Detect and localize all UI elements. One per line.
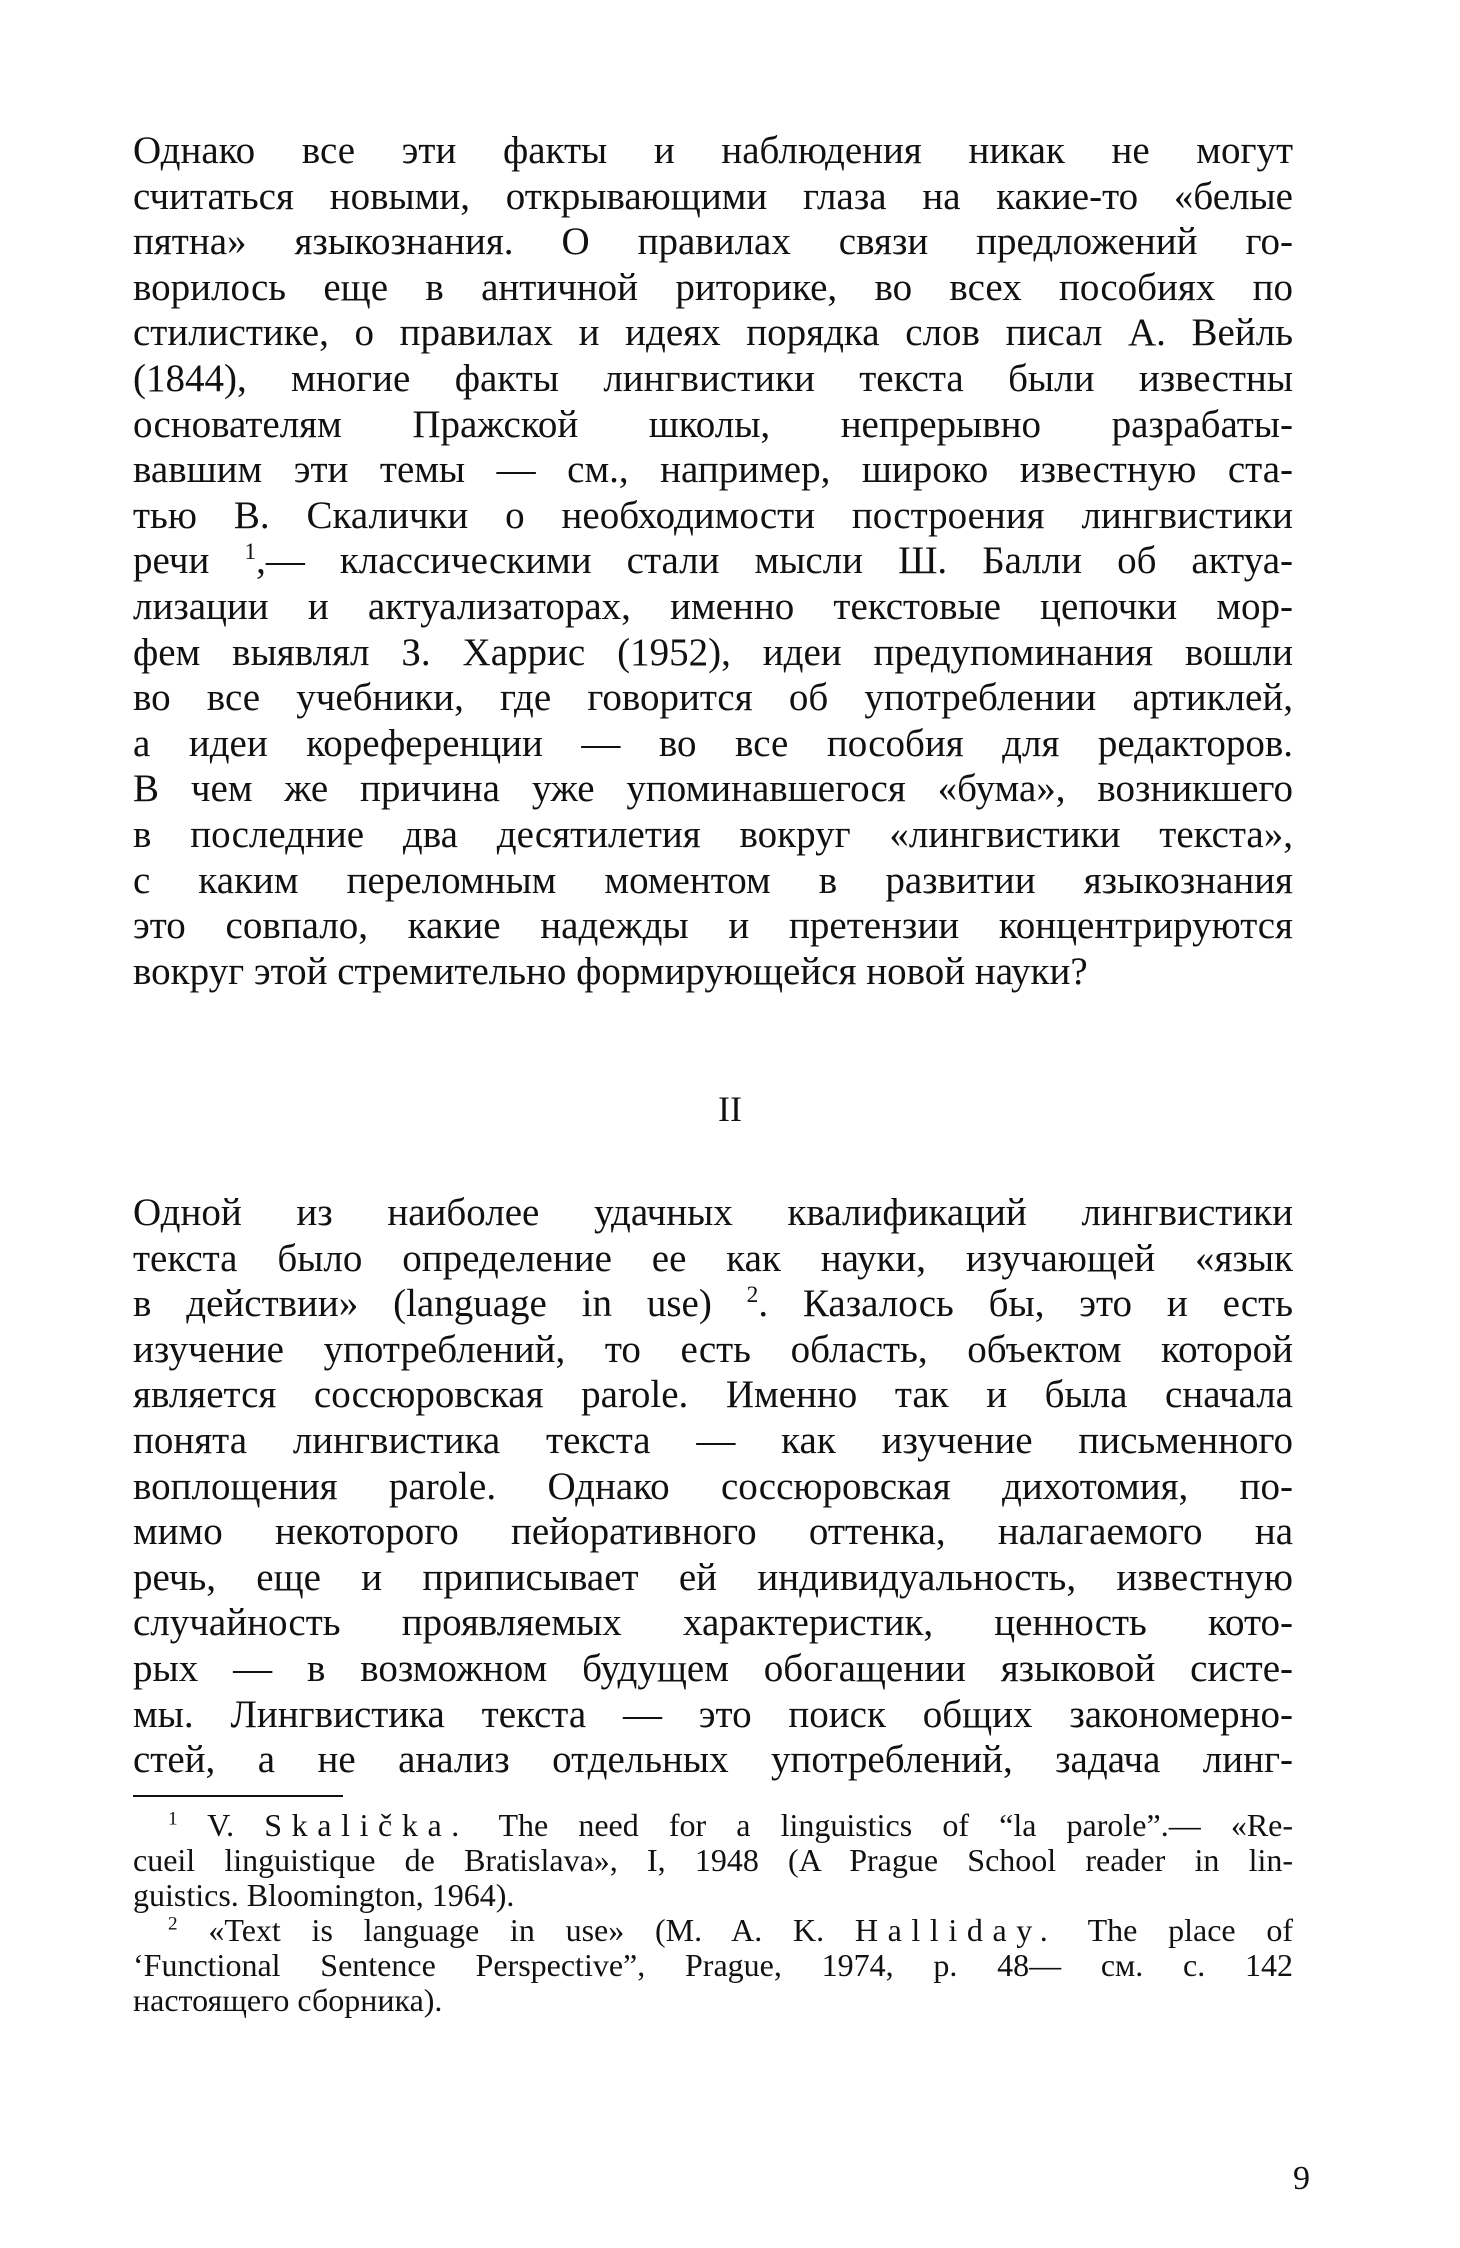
- text-line: вавшим эти темы — см., например, широко известную ста-: [133, 448, 1293, 492]
- footnote-divider: [133, 1795, 343, 1797]
- text-line: [133, 1281, 1293, 1327]
- footnote-ref-2: 2: [746, 1282, 759, 1309]
- footnote-1-author: Skalička.: [264, 1807, 469, 1843]
- text-line: пятна» языкознания. О правилах связи предложений го-: [133, 220, 1293, 264]
- footnote-1-line: guistics. Bloomington, 1964).: [133, 1877, 515, 1913]
- paragraph-1: [133, 128, 1293, 994]
- footnote-2-line: [133, 1913, 1293, 1948]
- text-line: речь, еще и приписывает ей индивидуальность, известную: [133, 1555, 1293, 1599]
- text-segment: ,— классическими стали мысли Ш. Балли об актуа-: [256, 539, 1293, 583]
- footnote-1-line: [133, 1808, 1293, 1843]
- text-segment: в действии» (language in use): [133, 1282, 712, 1326]
- text-line: (1844), многие факты лингвистики текста были известны: [133, 356, 1293, 400]
- footnote-2-line: настоящего сборника).: [133, 1982, 443, 2018]
- text-line: это совпало, какие надежды и претензии концентрируются: [133, 904, 1293, 948]
- footnote-2-prefix: «Text is language in use» (M. A. K.: [208, 1912, 825, 1948]
- text-line: случайность проявляемых характеристик, ценность кото-: [133, 1601, 1293, 1645]
- text-line: а идеи кореференции — во все пособия для редакторов.: [133, 721, 1293, 765]
- footnote-ref-1: 1: [244, 539, 257, 566]
- text-segment: . Казалось бы, это и есть: [758, 1282, 1293, 1326]
- footnotes: [133, 1808, 1293, 2018]
- text-line: считаться новыми, открывающими глаза на какие-то «белые: [133, 174, 1293, 218]
- text-line: во все учебники, где говорится об употреблении артиклей,: [133, 676, 1293, 720]
- text-line: понята лингвистика текста — как изучение письменного: [133, 1418, 1293, 1462]
- text-segment: речи: [133, 539, 210, 583]
- text-line: тью В. Скалички о необходимости построения лингвистики: [133, 493, 1293, 537]
- text-line: в последние два десятилетия вокруг «лингвистики текста»,: [133, 812, 1293, 856]
- text-line: мимо некоторого пейоративного оттенка, налагаемого на: [133, 1510, 1293, 1554]
- footnote-mark-2: 2: [168, 1913, 178, 1935]
- text-line: стей, а не анализ отдельных употреблений, задача линг-: [133, 1738, 1293, 1782]
- text-line: стилистике, о правилах и идеях порядка слов писал А. Вейль: [133, 311, 1293, 355]
- section-number: II: [718, 1089, 742, 1129]
- footnote-2-text: The place of: [1087, 1912, 1294, 1948]
- footnote-1-line: cueil linguistique de Bratislava», I, 1948 (A Prague School reader in lin-: [133, 1842, 1293, 1878]
- text-line: мы. Лингвистика текста — это поиск общих закономерно-: [133, 1692, 1293, 1736]
- text-line: [133, 538, 1293, 584]
- text-line: основателям Пражской школы, непрерывно разрабаты-: [133, 402, 1293, 446]
- text-line: текста было определение ее как науки, изучающей «язык: [133, 1236, 1293, 1280]
- footnote-1-text: The need for a linguistics of “la parole”.— «Re-: [498, 1807, 1294, 1843]
- text-line: изучение употреблений, то есть область, объектом которой: [133, 1327, 1293, 1371]
- text-line: рых — в возможном будущем обогащении языковой систе-: [133, 1646, 1293, 1690]
- footnote-2-line: ‘Functional Sentence Perspective”, Prague, 1974, p. 48— см. с. 142: [133, 1947, 1293, 1983]
- text-line: В чем же причина уже упоминавшегося «бума», возникшего: [133, 767, 1293, 811]
- text-line: ворилось еще в античной риторике, во всех пособиях по: [133, 265, 1293, 309]
- text-line: Одной из наиболее удачных квалификаций лингвистики: [133, 1191, 1293, 1234]
- text-line: вокруг этой стремительно формирующейся новой науки?: [133, 949, 1088, 993]
- text-line: с каким переломным моментом в развитии языкознания: [133, 858, 1293, 902]
- footnote-mark-1: 1: [168, 1808, 178, 1830]
- paragraph-2: [133, 1190, 1293, 1783]
- text-line: Однако все эти факты и наблюдения никак не могут: [133, 129, 1293, 172]
- page-number: 9: [1293, 2160, 1310, 2197]
- footnote-1-author-prefix: V.: [207, 1807, 235, 1843]
- text-line: лизации и актуализаторах, именно текстовые цепочки мор-: [133, 584, 1293, 628]
- text-line: является соссюровская parole. Именно так и была сначала: [133, 1373, 1293, 1417]
- footnote-2-author: Halliday.: [854, 1912, 1058, 1948]
- text-line: фем выявлял З. Харрис (1952), идеи предупоминания вошли: [133, 630, 1293, 674]
- text-line: воплощения parole. Однако соссюровская дихотомия, по-: [133, 1464, 1293, 1508]
